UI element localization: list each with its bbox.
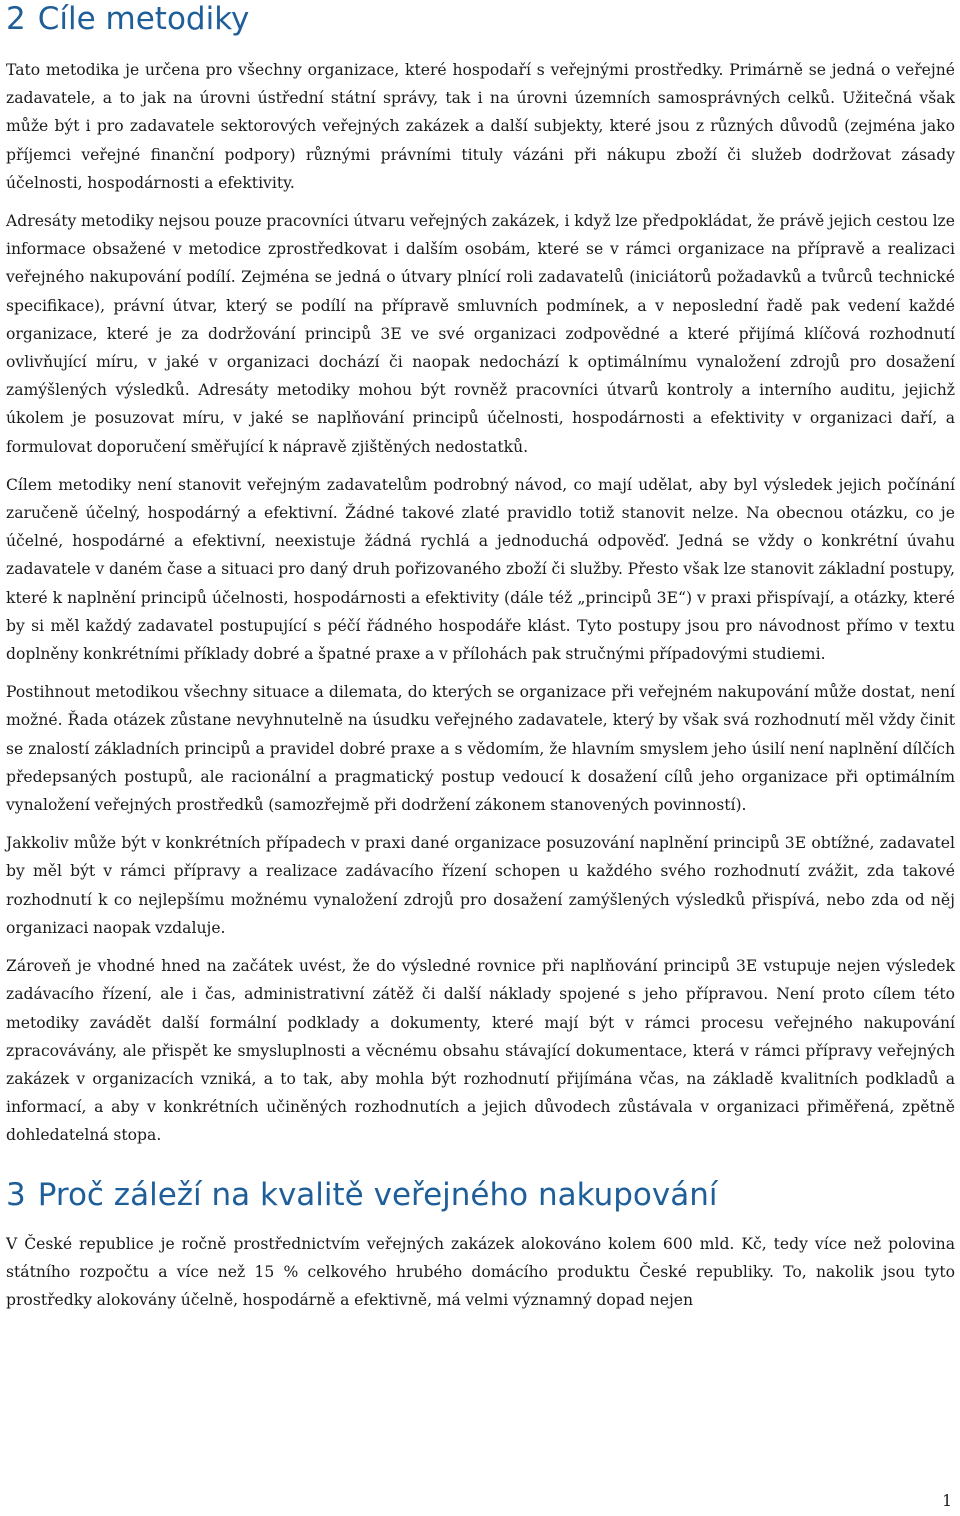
paragraph: Adresáty metodiky nejsou pouze pracovníci útvaru veřejných zakázek, i když lze předpokládat, že právě jejich cestou lze informace obsažené v metodice zprostředkovat i dalším osobám, které se v rámci organizace na přípravě a realizaci veřejného nakupování podílí. Zejména se jedná o útvary plnící roli zadavatelů (iniciátorů požadavků a tvůrců technické specifikace), právní útvar, který se podílí na přípravě smluvních podmínek, a v neposlední řadě pak vedení každé organizace, které je za dodržování principů 3E ve své organizaci zodpovědné a které přijímá klíčová rozhodnutí ovlivňující míru, v jaké v organizaci dochází či naopak nedochází k optimálnímu vynaložení zdrojů pro dosažení zamýšlených výsledků. Adresáty metodiky mohou být rovněž pracovníci útvarů kontroly a interního auditu, jejichž úkolem je posuzovat míru, v jaké se naplňování principů účelnosti, hospodárnosti a efektivity v organizaci daří, a formulovat doporučení směřující k nápravě zjištěných nedostatků.	[6, 212, 955, 456]
section-2-heading	[6, 0, 955, 38]
section-3-heading	[6, 1176, 955, 1214]
section-2-title: Cíle metodiky	[37, 1, 250, 37]
paragraph: Tato metodika je určena pro všechny organizace, které hospodaří s veřejnými prostředky. Primárně se jedná o veřejné zadavatele, a to jak na úrovni ústřední státní správy, tak i na úrovni územních samosprávných celků. Užitečná však může být i pro zadavatele sektorových veřejných zakázek a další subjekty, které jsou z různých důvodů (zejména jako příjemci veřejné finanční podpory) různými právními tituly vázáni při nákupu zboží či služeb dodržovat zásady účelnosti, hospodárnosti a efektivity.	[6, 61, 955, 192]
section-3-number: 3	[6, 1176, 26, 1213]
section-3-title: Proč záleží na kvalitě veřejného nakupování	[37, 1176, 718, 1213]
paragraph: Postihnout metodikou všechny situace a dilemata, do kterých se organizace při veřejném nakupování může dostat, není možné. Řada otázek zůstane nevyhnutelně na úsudku veřejného zadavatele, který by však svá rozhodnutí měl vždy činit se znalostí základních principů a pravidel dobré praxe a s vědomím, že hlavním smyslem jeho úsilí není naplnění dílčích předepsaných postupů, ale racionální a pragmatický postup vedoucí k dosažení cílů jeho organizace při optimálním vynaložení veřejných prostředků (samozřejmě při dodržení zákonem stanovených povinností).	[6, 683, 955, 815]
paragraph: Zároveň je vhodné hned na začátek uvést, že do výsledné rovnice při naplňování principů 3E vstupuje nejen výsledek zadávacího řízení, ale i čas, administrativní zátěž či další náklady spojené s jeho přípravou. Není proto cílem této metodiky zavádět další formální podklady a dokumenty, které mají být v rámci procesu veřejného nakupování zpracovávány, ale přispět ke smysluplnosti a věcnému obsahu stávající dokumentace, která v rámci přípravy veřejných zakázek v organizacích vzniká, a to tak, aby mohla být rozhodnutí přijímána včas, na základě kvalitních podkladů a informací, a aby v konkrétních učiněných rozhodnutích a jejich důvodech zůstávala v organizaci přiměřená, zpětně dohledatelná stopa.	[6, 957, 955, 1145]
paragraph: Cílem metodiky není stanovit veřejným zadavatelům podrobný návod, co mají udělat, aby byl výsledek jejich počínání zaručeně účelný, hospodárný a efektivní. Žádné takové zlaté pravidlo totiž stanovit nelze. Na obecnou otázku, co je účelné, hospodárné a efektivní, neexistuje žádná rychlá a jednoduchá odpověď. Jedná se vždy o konkrétní úvahu zadavatele v daném čase a situaci pro daný druh pořizovaného zboží či služby. Přesto však lze stanovit základní postupy, které k naplnění principů účelnosti, hospodárnosti a efektivity (dále též „principů 3E“) v praxi přispívají, a otázky, které by si měl každý zadavatel postupující s péčí řádného hospodáře klást. Tyto postupy jsou pro návodnost přímo v textu doplněny konkrétními příklady dobré a špatné praxe a v přílohách pak stručnými případovými studiemi.	[6, 475, 955, 664]
section-2-body	[6, 56, 955, 1150]
paragraph: V České republice je ročně prostřednictvím veřejných zakázek alokováno kolem 600 mld. Kč, tedy více než polovina státního rozpočtu a více než 15 % celkového hrubého domácího produktu České republiky. To, nakolik jsou tyto prostředky alokovány účelně, hospodárně a efektivně, má velmi významný dopad nejen	[6, 1234, 955, 1309]
section-2-number: 2	[6, 1, 26, 37]
paragraph: Jakkoliv může být v konkrétních případech v praxi dané organizace posuzování naplnění principů 3E obtížné, zadavatel by měl být v rámci přípravy a realizace zadávacího řízení schopen u každého svého rozhodnutí zvážit, zda takové rozhodnutí k co nejlepšímu možnému vynaložení zdrojů pro dosažení zamýšlených výsledků přispívá, nebo zda od něj organizaci naopak vzdaluje.	[6, 834, 955, 937]
page-number: 1	[942, 1492, 952, 1510]
section-3-body	[6, 1230, 955, 1315]
